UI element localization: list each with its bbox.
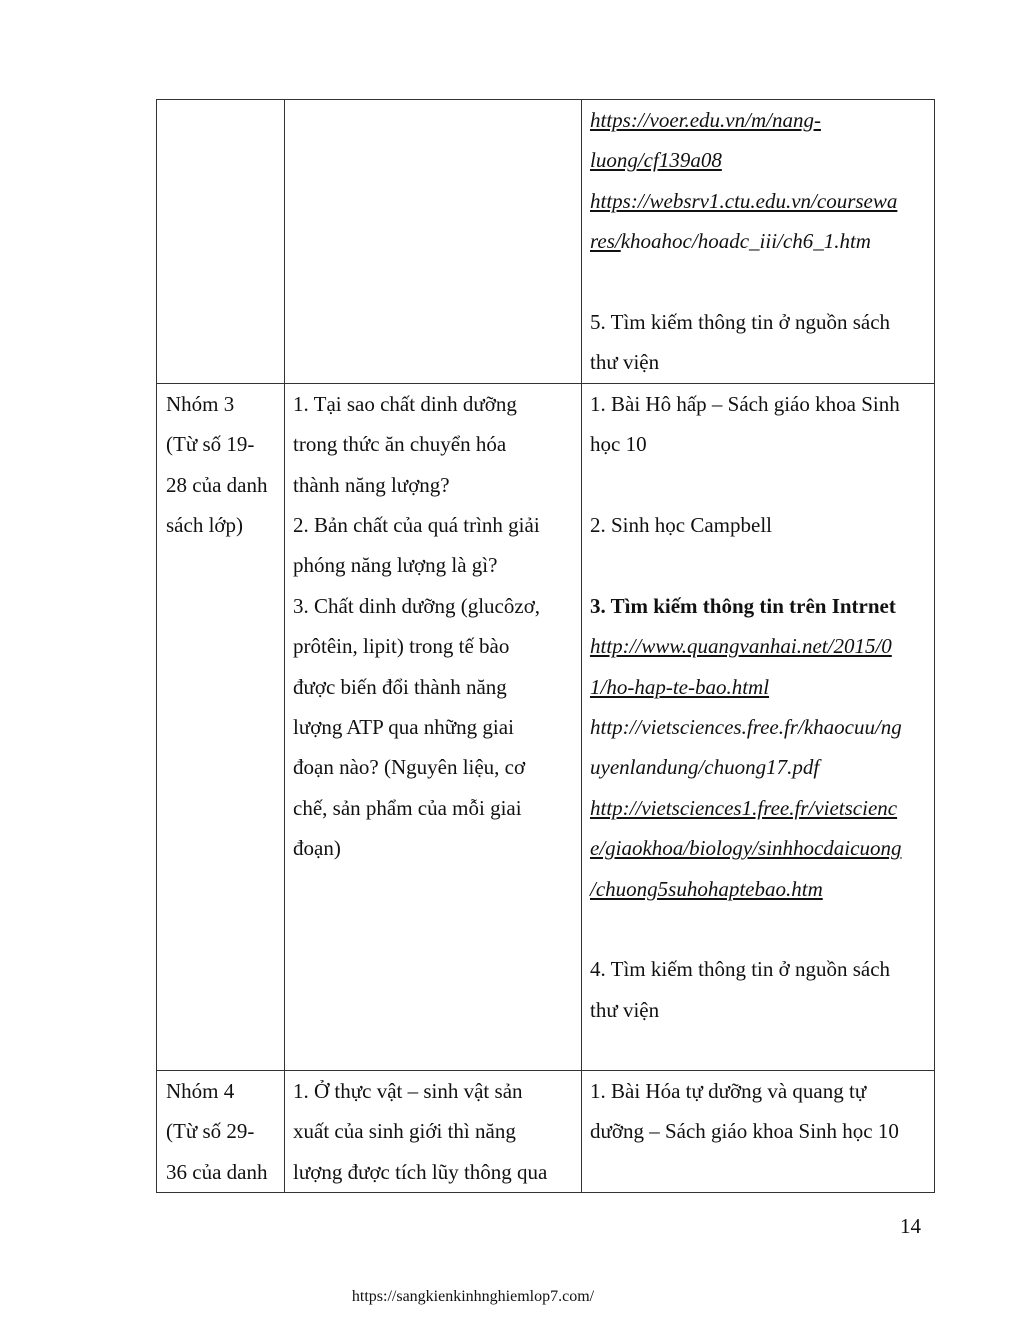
group-label: Nhóm 3 bbox=[166, 391, 235, 416]
source-link[interactable]: http://www.quangvanhai.net/2015/0 bbox=[590, 634, 892, 659]
question-text: 1. Tại sao chất dinh dưỡng bbox=[293, 391, 517, 416]
table-row bbox=[157, 1070, 935, 1192]
question-text: phóng năng lượng là gì? bbox=[293, 553, 498, 578]
footer-url[interactable]: https://sangkienkinhnghiemlop7.com/ bbox=[351, 1288, 595, 1305]
blank-line bbox=[590, 465, 930, 505]
source-link-part[interactable]: res/ bbox=[590, 229, 621, 254]
group-label: sách lớp) bbox=[166, 513, 243, 538]
sources-cell bbox=[582, 1070, 935, 1192]
source-url-text: khoahoc/hoadc_iii/ch6_1.htm bbox=[620, 229, 871, 254]
source-url-text: http://vietsciences.free.fr/khaocuu/ng bbox=[590, 715, 902, 740]
source-item: 1. Bài Hô hấp – Sách giáo khoa Sinh bbox=[590, 391, 900, 416]
question-text: chế, sản phẩm của mỗi giai bbox=[293, 795, 522, 820]
group-label: (Từ số 29- bbox=[166, 1119, 255, 1144]
question-text: 1. Ở thực vật – sinh vật sản bbox=[293, 1078, 523, 1103]
source-item: 1. Bài Hóa tự dưỡng và quang tự bbox=[590, 1078, 867, 1103]
sources-cell bbox=[582, 100, 935, 384]
source-item: 5. Tìm kiếm thông tin ở nguồn sách bbox=[590, 310, 891, 335]
group-cell bbox=[157, 1070, 285, 1192]
group-label: 28 của danh bbox=[166, 472, 268, 497]
source-item: dưỡng – Sách giáo khoa Sinh học 10 bbox=[590, 1119, 899, 1144]
sources-cell bbox=[582, 383, 935, 1070]
blank-line bbox=[590, 909, 930, 949]
source-item: thư viện bbox=[590, 997, 660, 1022]
source-link[interactable]: https://voer.edu.vn/m/nang- bbox=[590, 108, 821, 132]
group-cell bbox=[157, 100, 285, 384]
source-link[interactable]: e/giaokhoa/biology/sinhhocdaicuong bbox=[590, 836, 902, 861]
blank-line bbox=[590, 545, 930, 585]
content-table bbox=[156, 99, 935, 1193]
source-link-line bbox=[590, 221, 930, 261]
blank-line bbox=[590, 262, 930, 302]
question-text: 3. Chất dinh dưỡng (glucôzơ, bbox=[293, 593, 541, 618]
source-item: học 10 bbox=[590, 432, 647, 457]
question-text: đoạn nào? (Nguyên liệu, cơ bbox=[293, 755, 526, 780]
group-label: (Từ số 19- bbox=[166, 432, 255, 457]
group-label: Nhóm 4 bbox=[166, 1078, 235, 1103]
source-heading: 3. Tìm kiếm thông tin trên Intrnet bbox=[590, 593, 896, 618]
task-cell bbox=[285, 100, 582, 384]
group-cell bbox=[157, 383, 285, 1070]
question-text: đoạn) bbox=[293, 836, 341, 861]
question-text: trong thức ăn chuyển hóa bbox=[293, 432, 507, 457]
question-text: thành năng lượng? bbox=[293, 472, 450, 497]
source-link[interactable]: https://websrv1.ctu.edu.vn/coursewa bbox=[590, 188, 898, 213]
source-url-text: uyenlandung/chuong17.pdf bbox=[590, 755, 820, 780]
question-text: xuất của sinh giới thì năng bbox=[293, 1119, 516, 1144]
question-text: lượng ATP qua những giai bbox=[293, 715, 514, 740]
question-text: prôtêin, lipit) trong tế bào bbox=[293, 634, 510, 659]
question-text: được biến đổi thành năng bbox=[293, 674, 507, 699]
task-cell bbox=[285, 1070, 582, 1192]
source-link[interactable]: /chuong5suhohaptebao.htm bbox=[590, 876, 823, 901]
question-text: 2. Bản chất của quá trình giải bbox=[293, 513, 540, 538]
source-link[interactable]: http://vietsciences1.free.fr/vietscienc bbox=[590, 795, 898, 820]
source-item: thư viện bbox=[590, 350, 660, 375]
source-item: 4. Tìm kiếm thông tin ở nguồn sách bbox=[590, 957, 891, 982]
task-cell bbox=[285, 383, 582, 1070]
source-item: 2. Sinh học Campbell bbox=[590, 513, 772, 538]
group-label: 36 của danh bbox=[166, 1159, 268, 1184]
question-text: lượng được tích lũy thông qua bbox=[293, 1159, 548, 1184]
table-row bbox=[157, 383, 935, 1070]
page-number: 14 bbox=[900, 1214, 921, 1238]
source-link[interactable]: luong/cf139a08 bbox=[590, 148, 722, 173]
table-row bbox=[157, 100, 935, 384]
source-link[interactable]: 1/ho-hap-te-bao.html bbox=[590, 674, 770, 699]
